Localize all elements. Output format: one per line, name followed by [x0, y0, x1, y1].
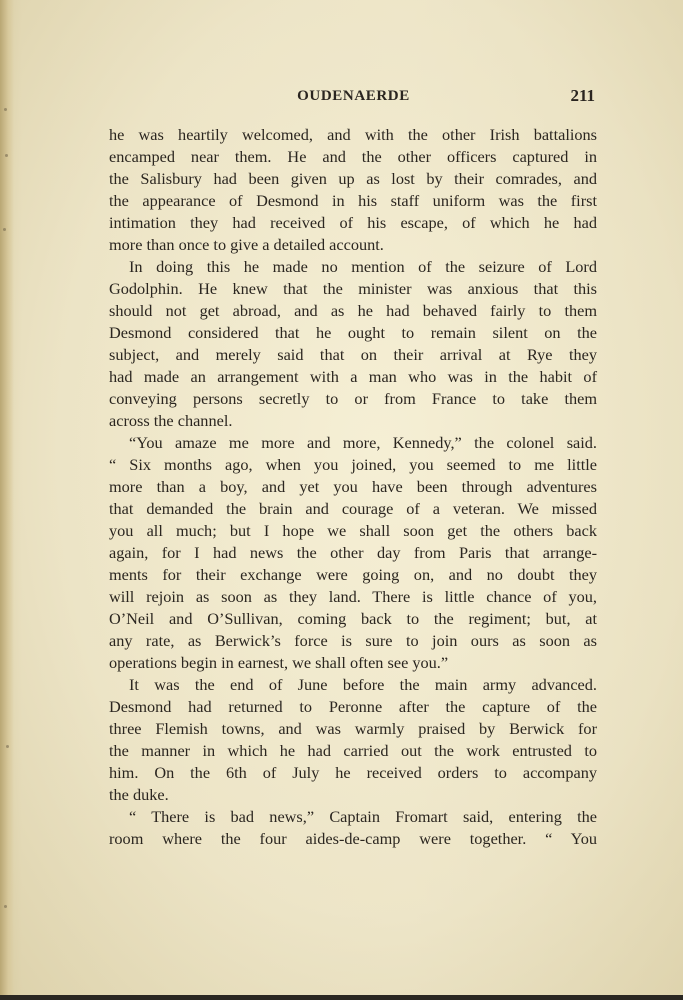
text-line: operations begin in earnest, we shall often see you.” — [109, 653, 449, 672]
text-line: “You amaze me more and more, Kennedy,” the colonel said. — [129, 433, 597, 452]
text-line: again, for I had news the other day from Paris that arrange- — [109, 543, 597, 562]
text-line: will rejoin as soon as they land. There is little chance of you, — [109, 587, 597, 606]
running-title: OUDENAERDE — [297, 88, 410, 104]
text-line: Godolphin. He knew that the minister was anxious that this — [109, 279, 597, 298]
text-line: the Salisbury had been given up as lost by their comrades, and — [109, 169, 597, 188]
scan-speck — [5, 154, 8, 157]
text-line: more than a boy, and yet you have been through adventures — [109, 477, 597, 496]
text-line: subject, and merely said that on their arrival at Rye they — [109, 345, 597, 364]
text-line: room where the four aides-de-camp were together. “ You — [109, 829, 597, 848]
scan-speck — [4, 108, 7, 111]
text-line: he was heartily welcomed, and with the other Irish battalions — [109, 125, 597, 144]
paragraph-1 — [109, 124, 597, 256]
text-line: three Flemish towns, and was warmly praised by Berwick for — [109, 719, 597, 738]
scan-speck — [3, 228, 6, 231]
text-line: him. On the 6th of July he received orders to accompany — [109, 763, 597, 782]
text-line: more than once to give a detailed account. — [109, 235, 384, 254]
paragraph-5 — [109, 806, 597, 850]
text-line: conveying persons secretly to or from France to take them — [109, 389, 597, 408]
text-line: ments for their exchange were going on, and no doubt they — [109, 565, 597, 584]
paragraph-3 — [109, 432, 597, 674]
text-line: encamped near them. He and the other officers captured in — [109, 147, 597, 166]
text-line: any rate, as Berwick’s force is sure to join ours as soon as — [109, 631, 597, 650]
text-line: It was the end of June before the main army advanced. — [129, 675, 597, 694]
text-line: you all much; but I hope we shall soon get the others back — [109, 521, 597, 540]
paragraph-4 — [109, 674, 597, 806]
text-line: that demanded the brain and courage of a veteran. We missed — [109, 499, 597, 518]
text-line: the appearance of Desmond in his staff uniform was the first — [109, 191, 597, 210]
text-line: “ There is bad news,” Captain Fromart said, entering the — [129, 807, 597, 826]
text-line: In doing this he made no mention of the seizure of Lord — [129, 257, 597, 276]
text-line: “ Six months ago, when you joined, you seemed to me little — [109, 455, 597, 474]
text-line: the duke. — [109, 785, 169, 804]
text-line: O’Neil and O’Sullivan, coming back to the regiment; but, at — [109, 609, 597, 628]
scan-speck — [6, 745, 9, 748]
page-header — [110, 86, 597, 110]
text-line: should not get abroad, and as he had behaved fairly to them — [109, 301, 597, 320]
text-line: Desmond considered that he ought to remain silent on the — [109, 323, 597, 342]
page-number: 211 — [570, 86, 595, 105]
body-text — [109, 124, 597, 850]
page-bottom-edge — [0, 995, 683, 1000]
page-gutter-shadow — [0, 0, 14, 1000]
text-line: Desmond had returned to Peronne after the capture of the — [109, 697, 597, 716]
scan-speck — [4, 905, 7, 908]
text-line: the manner in which he had carried out the work entrusted to — [109, 741, 597, 760]
text-line: had made an arrangement with a man who was in the habit of — [109, 367, 597, 386]
paragraph-2 — [109, 256, 597, 432]
text-line: across the channel. — [109, 411, 233, 430]
text-line: intimation they had received of his escape, of which he had — [109, 213, 597, 232]
